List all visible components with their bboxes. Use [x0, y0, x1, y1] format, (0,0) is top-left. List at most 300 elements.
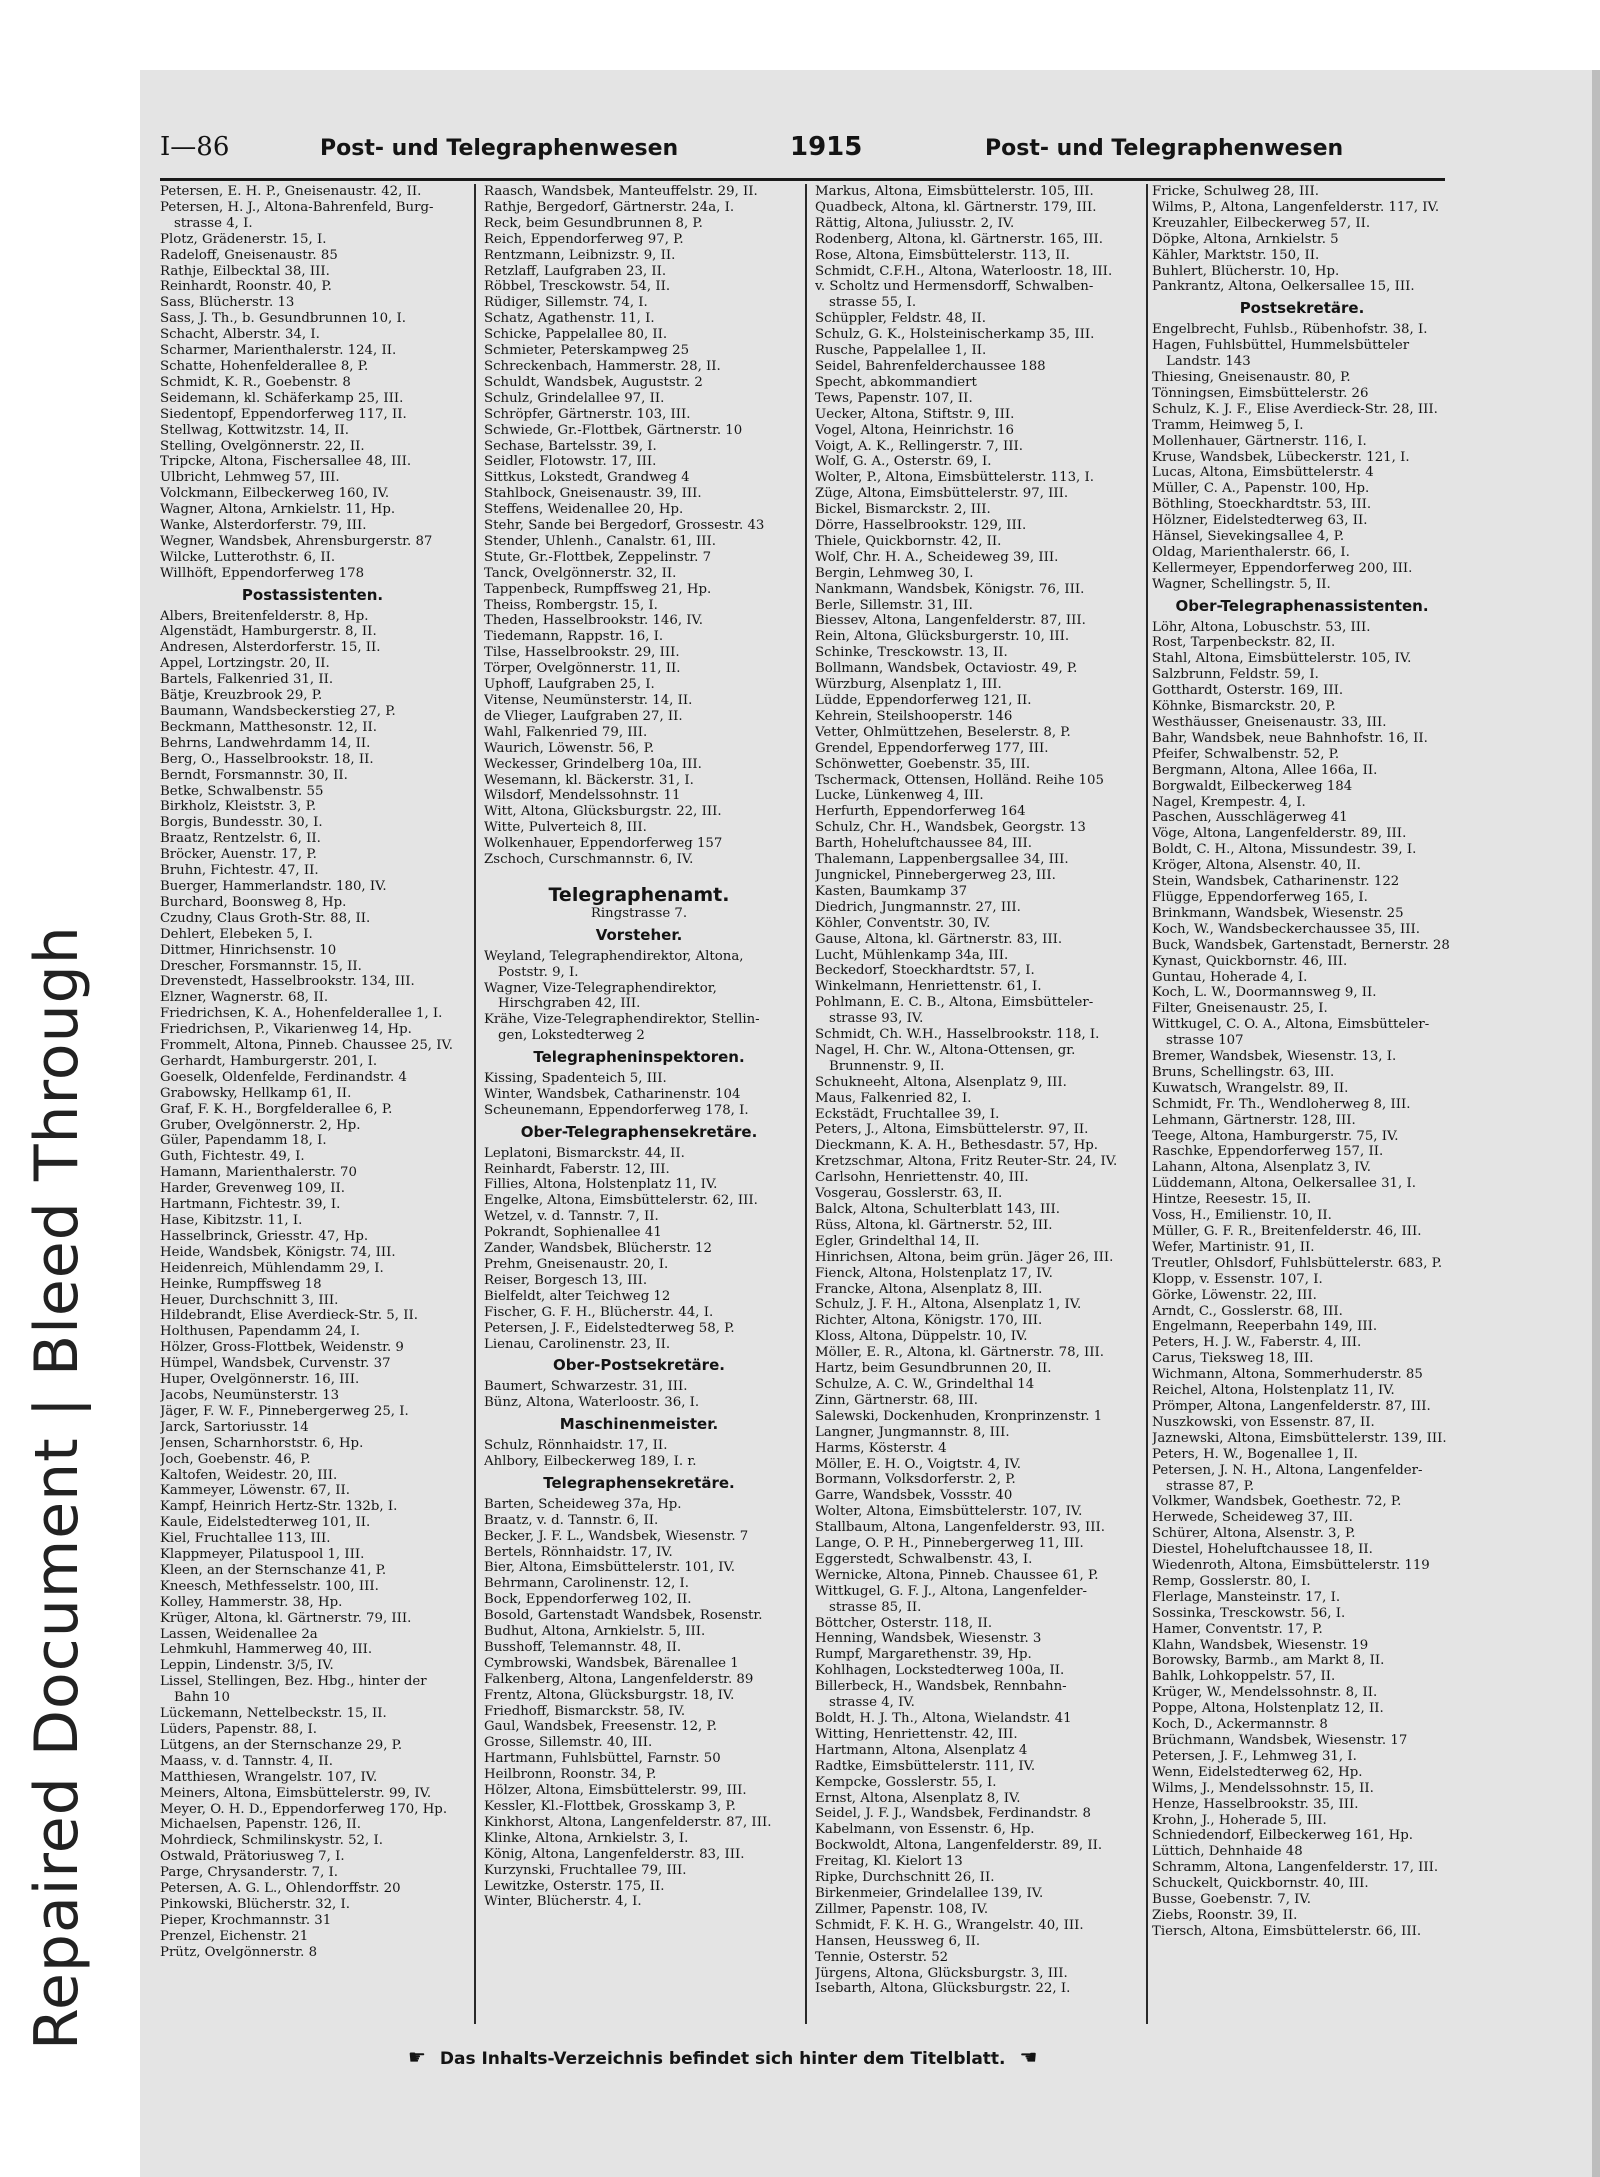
directory-entry: Lucht, Mühlenkamp 34a, III.: [815, 947, 1009, 963]
directory-entry: Parge, Chrysanderstr. 7, I.: [160, 1865, 339, 1881]
section-heading: Vorsteher.: [595, 925, 683, 944]
directory-entry: Köhnke, Bismarckstr. 20, P.: [1152, 699, 1336, 715]
page-number: I—86: [160, 132, 230, 162]
directory-entry: Lückemann, Nettelbeckstr. 15, II.: [160, 1706, 387, 1722]
directory-entry: Wolf, G. A., Osterstr. 69, I.: [815, 454, 992, 470]
directory-entry: de Vlieger, Laufgraben 27, II.: [484, 708, 683, 724]
directory-entry: Tanck, Övelgönnerstr. 32, II.: [484, 565, 677, 581]
directory-entry: Jensen, Scharnhorststr. 6, Hp.: [160, 1435, 364, 1451]
directory-entry: Brüchmann, Wandsbek, Wiesenstr. 17: [1152, 1733, 1408, 1748]
directory-entry: Böthling, Stoeckhardtstr. 53, III.: [1152, 497, 1372, 513]
directory-entry: Flerlage, Mansteinstr. 17, I.: [1152, 1589, 1341, 1605]
pointing-hand-icon: ☛: [408, 2045, 426, 2069]
directory-entry: Diestel, Hoheluftchaussee 18, II.: [1152, 1542, 1373, 1558]
directory-entry: Schmidt, K. R., Goebenstr. 8: [160, 374, 351, 390]
directory-entry: Petersen, A. G. L., Ohlendorffstr. 20: [160, 1881, 401, 1897]
directory-entry: Harms, Kösterstr. 4: [815, 1440, 947, 1456]
directory-entry: Bier, Altona, Eimsbüttelerstr. 101, IV.: [484, 1560, 735, 1576]
directory-entry: Prenzel, Eichenstr. 21: [160, 1928, 309, 1944]
directory-entry: Hartz, beim Gesundbrunnen 20, II.: [815, 1361, 1052, 1377]
directory-entry: Koch, W., Wandsbeckerchaussee 35, III.: [1152, 921, 1420, 937]
directory-entry: Hölzer, Gross-Flottbek, Weidenstr. 9: [160, 1340, 404, 1356]
directory-entry: Henze, Hasselbrookstr. 35, III.: [1152, 1796, 1359, 1812]
directory-entry: Frentz, Altona, Glücksburgstr. 18, IV.: [484, 1687, 735, 1703]
directory-entry: Thiesing, Gneisenaustr. 80, P.: [1152, 369, 1351, 385]
directory-entry: Schulz, J. F. H., Altona, Alsenplatz 1, IV.: [815, 1297, 1082, 1313]
directory-entry: Rüdiger, Sillemstr. 74, I.: [484, 295, 648, 311]
directory-entry: Michaelsen, Papenstr. 126, II.: [160, 1817, 361, 1833]
directory-entry: Möller, E. H. O., Voigtstr. 4, IV.: [815, 1456, 1022, 1472]
directory-entry: Stallbaum, Altona, Langenfelderstr. 93, III.: [815, 1520, 1106, 1536]
directory-entry: Albers, Breitenfelderstr. 8, Hp.: [160, 608, 369, 624]
directory-entry: Grendel, Eppendorferweg 177, III.: [815, 740, 1049, 756]
directory-entry: Prömper, Altona, Langenfelderstr. 87, III.: [1152, 1398, 1431, 1414]
directory-entry: Leppin, Lindenstr. 3/5, IV.: [160, 1658, 334, 1674]
directory-entry: Bahr, Wandsbek, neue Bahnhofstr. 16, II.: [1152, 730, 1428, 746]
directory-entry: Winkelmann, Henriettenstr. 61, I.: [815, 979, 1042, 995]
directory-entry: Rentzmann, Leibnizstr. 9, II.: [484, 247, 676, 263]
directory-entry: strasse 93, IV.: [829, 1011, 924, 1027]
directory-entry: Bätje, Kreuzbrook 29, P.: [160, 688, 323, 704]
column-4: [1152, 184, 1452, 1940]
page-header: [160, 132, 1445, 172]
directory-entry: Bruhn, Fichtestr. 47, II.: [160, 863, 319, 879]
directory-entry: Kempcke, Gosslerstr. 55, I.: [815, 1774, 997, 1790]
directory-entry: Hölzer, Altona, Eimsbüttelerstr. 99, III.: [484, 1783, 747, 1799]
directory-entry: Reinhardt, Roonstr. 40, P.: [160, 279, 332, 295]
directory-entry: Sittkus, Lokstedt, Grandweg 4: [484, 470, 690, 486]
directory-entry: Petersen, J. F., Eidelstedterweg 58, P.: [484, 1320, 735, 1336]
directory-entry: Schicke, Pappelallee 80, II.: [484, 327, 668, 343]
directory-entry: Witting, Henriettenstr. 42, III.: [815, 1726, 1018, 1742]
directory-entry: strasse 107: [1166, 1033, 1244, 1049]
directory-entry: Schönwetter, Goebenstr. 35, III.: [815, 756, 1031, 772]
directory-entry: Lissel, Stellingen, Bez. Hbg., hinter der: [160, 1674, 427, 1690]
directory-entry: Friedrichsen, K. A., Hohenfelderallee 1, I.: [160, 1006, 443, 1022]
directory-entry: Bruns, Schellingstr. 63, III.: [1152, 1064, 1335, 1080]
directory-entry: Drescher, Forsmannstr. 15, II.: [160, 958, 362, 974]
side-stamp: [0, 0, 92, 2177]
directory-entry: Schulz, K. J. F., Elise Averdieck-Str. 28, III.: [1152, 401, 1438, 417]
directory-entry: Ostwald, Prätoriusweg 7, I.: [160, 1849, 345, 1865]
directory-entry: Witte, Pulverteich 8, III.: [484, 820, 647, 836]
directory-entry: Hagen, Fuhlsbüttel, Hummelsbütteler: [1152, 338, 1410, 354]
directory-entry: Züge, Altona, Eimsbüttelerstr. 97, III.: [815, 486, 1069, 502]
column-2: [484, 184, 794, 1910]
directory-entry: Jungnickel, Pinnebergerweg 23, III.: [815, 867, 1056, 883]
directory-entry: Schinke, Tresckowstr. 13, II.: [815, 645, 1008, 661]
directory-entry: Lüders, Papenstr. 88, I.: [160, 1722, 317, 1737]
directory-entry: Wetzel, v. d. Tannstr. 7, II.: [484, 1209, 659, 1225]
directory-entry: Hamer, Conventstr. 17, P.: [1152, 1621, 1323, 1637]
directory-entry: Markus, Altona, Eimsbüttelerstr. 105, III.: [815, 184, 1094, 199]
directory-entry: Hartmann, Altona, Alsenplatz 4: [815, 1742, 1028, 1758]
directory-entry: Peters, H. J. W., Faberstr. 4, III.: [1152, 1335, 1362, 1351]
directory-entry: Seidel, Bahrenfelderchaussee 188: [815, 358, 1046, 374]
column-3: [815, 184, 1143, 1997]
directory-entry: Volkmer, Wandsbek, Goethestr. 72, P.: [1152, 1494, 1402, 1510]
directory-entry: Vogel, Altona, Heinrichstr. 16: [815, 422, 1014, 438]
directory-entry: Heidenreich, Mühlendamm 29, I.: [160, 1260, 384, 1276]
directory-entry: Sossinka, Tresckowstr. 56, I.: [1152, 1605, 1346, 1621]
directory-entry: Fillies, Altona, Holstenplatz 11, IV.: [484, 1177, 718, 1193]
directory-entry: Lüddemann, Altona, Oelkersallee 31, I.: [1152, 1176, 1416, 1192]
directory-entry: Sechase, Bartelsstr. 39, I.: [484, 438, 657, 454]
header-title-right: Post- und Telegraphenwesen: [985, 136, 1344, 161]
directory-entry: Witt, Altona, Glücksburgstr. 22, III.: [484, 804, 722, 820]
directory-entry: Stute, Gr.-Flottbek, Zeppelinstr. 7: [484, 549, 712, 565]
directory-entry: Petersen, J. F., Lehmweg 31, I.: [1152, 1748, 1357, 1764]
directory-entry: Schulz, Rönnhaidstr. 17, II.: [484, 1438, 668, 1454]
directory-entry: Wahl, Falkenried 79, III.: [484, 724, 648, 740]
directory-entry: Reichel, Altona, Holstenplatz 11, IV.: [1152, 1383, 1395, 1399]
directory-entry: Busshoff, Telemannstr. 48, II.: [484, 1639, 682, 1655]
directory-entry: Meyer, O. H. D., Eppendorferweg 170, Hp.: [160, 1801, 448, 1817]
directory-entry: Friedhoff, Bismarckstr. 58, IV.: [484, 1703, 686, 1719]
section-heading: Ober-Telegraphenassistenten.: [1175, 596, 1429, 615]
directory-entry: Wilms, J., Mendelssohnstr. 15, II.: [1152, 1780, 1374, 1796]
directory-entry: Tilse, Hasselbrookstr. 29, III.: [484, 645, 680, 661]
directory-entry: Dittmer, Hinrichsenstr. 10: [160, 942, 337, 958]
directory-entry: Langner, Jungmannstr. 8, III.: [815, 1424, 1010, 1440]
directory-entry: Wolkenhauer, Eppendorferweg 157: [484, 836, 723, 852]
directory-entry: Klappmeyer, Pilatuspool 1, III.: [160, 1547, 365, 1563]
section-heading: Telegraphenamt.: [548, 883, 730, 906]
directory-entry: v. Scholtz und Hermensdorff, Schwalben-: [815, 279, 1094, 295]
directory-entry: Hirschgraben 42, III.: [498, 996, 641, 1012]
directory-entry: Petersen, H. J., Altona-Bahrenfeld, Burg-: [160, 199, 434, 215]
directory-entry: Kolley, Hammerstr. 38, Hp.: [160, 1594, 343, 1610]
directory-entry: Bahn 10: [174, 1690, 230, 1706]
directory-entry: Lehmann, Gärtnerstr. 128, III.: [1152, 1112, 1356, 1128]
directory-entry: Hartmann, Fuhlsbüttel, Farnstr. 50: [484, 1751, 721, 1767]
directory-entry: Maass, v. d. Tannstr. 4, II.: [160, 1753, 333, 1769]
directory-entry: Görke, Löwenstr. 22, III.: [1152, 1287, 1317, 1303]
directory-entry: Petersen, J. N. H., Altona, Langenfelder-: [1152, 1462, 1423, 1478]
directory-entry: Zschoch, Curschmannstr. 6, IV.: [484, 852, 694, 868]
directory-entry: Wichmann, Altona, Sommerhuderstr. 85: [1152, 1367, 1423, 1383]
directory-entry: Wilsdorf, Mendelssohnstr. 11: [484, 788, 681, 804]
directory-entry: Salzbrunn, Feldstr. 59, I.: [1152, 667, 1319, 683]
directory-entry: Nankmann, Wandsbek, Königstr. 76, III.: [815, 581, 1085, 597]
directory-entry: Hildebrandt, Elise Averdieck-Str. 5, II.: [160, 1308, 418, 1324]
directory-entry: Rusche, Pappelallee 1, II.: [815, 343, 987, 359]
directory-entry: Leplatoni, Bismarckstr. 44, II.: [484, 1145, 685, 1161]
directory-entry: Lüttich, Dehnhaide 48: [1152, 1844, 1303, 1860]
directory-entry: Francke, Altona, Alsenplatz 8, III.: [815, 1281, 1043, 1297]
directory-entry: Voigt, A. K., Rellingerstr. 7, III.: [815, 438, 1023, 454]
directory-entry: Bünz, Altona, Waterloostr. 36, I.: [484, 1395, 700, 1411]
directory-entry: Mohrdieck, Schmilinskystr. 52, I.: [160, 1833, 383, 1849]
directory-entry: Meiners, Altona, Eimsbüttelerstr. 99, IV.: [160, 1785, 432, 1801]
directory-entry: Berg, O., Hasselbrookstr. 18, II.: [160, 751, 374, 767]
directory-entry: Theden, Hasselbrookstr. 146, IV.: [484, 613, 704, 629]
directory-entry: Kellermeyer, Eppendorferweg 200, III.: [1152, 560, 1413, 576]
directory-entry: Schuldt, Wandsbek, Auguststr. 2: [484, 374, 703, 390]
directory-entry: Schüppler, Feldstr. 48, II.: [815, 311, 986, 327]
directory-entry: Kabelmann, von Essenstr. 6, Hp.: [815, 1822, 1035, 1838]
directory-entry: Schreckenbach, Hammerstr. 28, II.: [484, 358, 721, 374]
section-heading: Telegrapheninspektoren.: [533, 1048, 745, 1067]
directory-entry: Tiersch, Altona, Eimsbüttelerstr. 66, III.: [1152, 1923, 1422, 1939]
directory-entry: Zillmer, Papenstr. 108, IV.: [815, 1901, 989, 1917]
directory-entry: Fricke, Schulweg 28, III.: [1152, 184, 1319, 199]
directory-entry: Stein, Wandsbek, Catharinenstr. 122: [1152, 874, 1400, 890]
directory-entry: Becker, J. F. L., Wandsbek, Wiesenstr. 7: [484, 1528, 749, 1544]
directory-entry: Kurzynski, Fruchtallee 79, III.: [484, 1862, 687, 1878]
directory-entry: Klahn, Wandsbek, Wiesenstr. 19: [1152, 1637, 1369, 1653]
directory-entry: Löhr, Altona, Lobuschstr. 53, III.: [1152, 619, 1371, 635]
directory-entry: Kreuzahler, Eilbeckerweg 57, II.: [1152, 215, 1371, 231]
directory-entry: Uphoff, Laufgraben 25, I.: [484, 677, 655, 693]
directory-entry: Pokrandt, Sophienallee 41: [484, 1225, 662, 1241]
directory-entry: Sass, Blücherstr. 13: [160, 295, 295, 311]
footer-note: Das Inhalts-Verzeichnis befindet sich hinter dem Titelblatt.: [439, 2049, 1006, 2069]
directory-entry: König, Altona, Langenfelderstr. 83, III.: [484, 1846, 745, 1862]
directory-entry: Fienck, Altona, Holstenplatz 17, IV.: [815, 1265, 1053, 1281]
directory-entry: Lange, O. P. H., Pinnebergerweg 11, III.: [815, 1536, 1084, 1552]
directory-entry: Wesemann, kl. Bäckerstr. 31, I.: [484, 772, 694, 788]
directory-entry: strasse 4, I.: [174, 215, 253, 231]
directory-entry: Hansen, Heussweg 6, II.: [815, 1933, 981, 1949]
directory-entry: Lucke, Lünkenweg 4, III.: [815, 788, 984, 804]
directory-entry: Eggerstedt, Schwalbenstr. 43, I.: [815, 1551, 1033, 1567]
directory-entry: Drevenstedt, Hasselbrookstr. 134, III.: [160, 974, 415, 990]
directory-entry: Koch, D., Ackermannstr. 8: [1152, 1717, 1328, 1733]
directory-entry: Boldt, H. J. Th., Altona, Wielandstr. 41: [815, 1711, 1072, 1726]
directory-entry: Hänsel, Sievekingsallee 4, P.: [1152, 529, 1345, 545]
directory-entry: Köhler, Conventstr. 30, IV.: [815, 915, 991, 931]
directory-entry: Heilbronn, Roonstr. 34, P.: [484, 1767, 657, 1783]
directory-entry: Gruber, Övelgönnerstr. 2, Hp.: [160, 1117, 361, 1133]
directory-entry: Wagner, Altona, Arnkielstr. 11, Hp.: [160, 502, 396, 518]
directory-entry: Wolter, Altona, Eimsbüttelerstr. 107, IV.: [815, 1504, 1083, 1520]
section-heading: Postsekretäre.: [1239, 299, 1365, 318]
directory-entry: Guntau, Hoherade 4, I.: [1152, 969, 1308, 985]
directory-entry: Treutler, Ohlsdorf, Fuhlsbüttelerstr. 683, P.: [1152, 1255, 1443, 1271]
directory-entry: Schulz, G. K., Holsteinischerkamp 35, III.: [815, 327, 1095, 343]
directory-entry: Schmidt, Ch. W.H., Hasselbrookstr. 118, I.: [815, 1027, 1100, 1043]
directory-entry: Koch, L. W., Doormannsweg 9, II.: [1152, 985, 1377, 1001]
directory-entry: Dieckmann, K. A. H., Bethesdastr. 57, Hp.: [815, 1138, 1099, 1154]
column-divider: [1146, 184, 1148, 2024]
directory-entry: Dörre, Hasselbrookstr. 129, III.: [815, 518, 1027, 534]
directory-entry: Kaltofen, Weidestr. 20, III.: [160, 1467, 338, 1483]
directory-entry: Paschen, Ausschlägerweg 41: [1152, 810, 1348, 826]
page-edge: [1592, 70, 1600, 2177]
directory-entry: Richter, Altona, Königstr. 170, III.: [815, 1313, 1043, 1329]
directory-entry: Schulze, A. C. W., Grindelthal 14: [815, 1376, 1035, 1392]
section-heading: Maschinenmeister.: [559, 1415, 719, 1434]
directory-entry: Flügge, Eppendorferweg 165, I.: [1152, 889, 1368, 905]
directory-entry: Pinkowski, Blücherstr. 32, I.: [160, 1896, 350, 1912]
directory-entry: Winter, Wandsbek, Catharinenstr. 104: [484, 1086, 741, 1102]
directory-entry: Hinrichsen, Altona, beim grün. Jäger 26, III.: [815, 1249, 1114, 1265]
directory-entry: Kynast, Quickbornstr. 46, III.: [1152, 953, 1348, 969]
directory-entry: Ulbricht, Lehmweg 57, III.: [160, 470, 340, 486]
directory-entry: Schwiede, Gr.-Flottbek, Gärtnerstr. 10: [484, 422, 743, 438]
directory-entry: Budhut, Altona, Arnkielstr. 5, III.: [484, 1624, 706, 1640]
directory-entry: Reinhardt, Faberstr. 12, III.: [484, 1161, 670, 1177]
directory-entry: Krohn, J., Hoherade 5, III.: [1152, 1812, 1327, 1828]
directory-entry: Teege, Altona, Hamburgerstr. 75, IV.: [1152, 1128, 1399, 1144]
directory-entry: Wagner, Schellingstr. 5, II.: [1152, 576, 1331, 592]
directory-entry: Kehrein, Steilshooperstr. 146: [815, 708, 1013, 724]
directory-entry: Schulz, Grindelallee 97, II.: [484, 390, 665, 406]
directory-entry: Vetter, Ohlmüttzehen, Beselerstr. 8, P.: [815, 724, 1071, 740]
directory-entry: Garre, Wandsbek, Vossstr. 40: [815, 1488, 1013, 1504]
directory-entry: Zander, Wandsbek, Blücherstr. 12: [484, 1241, 712, 1257]
directory-entry: Wegner, Wandsbek, Ahrensburgerstr. 87: [160, 533, 433, 549]
directory-entry: Heinke, Rumpffsweg 18: [160, 1276, 322, 1292]
directory-entry: Wolf, Chr. H. A., Scheideweg 39, III.: [815, 549, 1059, 565]
directory-entry: Beckmann, Matthesonstr. 12, II.: [160, 719, 377, 735]
section-heading: Telegraphensekretäre.: [543, 1473, 735, 1492]
directory-entry: Bockwoldt, Altona, Langenfelderstr. 89, II.: [815, 1838, 1103, 1854]
header-year: 1915: [790, 132, 863, 162]
directory-entry: Appel, Lortzingstr. 20, II.: [160, 656, 330, 672]
directory-entry: Busse, Goebenstr. 7, IV.: [1152, 1892, 1311, 1908]
directory-entry: Carlsohn, Henriettenstr. 40, III.: [815, 1170, 1029, 1186]
directory-entry: Bertels, Rönnhaidstr. 17, IV.: [484, 1544, 673, 1560]
directory-entry: Röbbel, Tresckowstr. 54, II.: [484, 279, 671, 295]
directory-entry: Billerbeck, H., Wandsbek, Rennbahn-: [815, 1679, 1067, 1695]
directory-entry: Hasselbrinck, Griesstr. 47, Hp.: [160, 1228, 369, 1244]
directory-entry: Buck, Wandsbek, Gartenstadt, Bernerstr. 28: [1152, 937, 1450, 953]
directory-entry: Carus, Tieksweg 18, III.: [1152, 1351, 1314, 1367]
directory-entry: Engelke, Altona, Eimsbüttelerstr. 62, III.: [484, 1193, 758, 1209]
directory-entry: Schmidt, C.F.H., Altona, Waterloostr. 18, III.: [815, 263, 1113, 279]
directory-entry: Oldag, Marienthalerstr. 66, I.: [1152, 544, 1350, 560]
directory-entry: Hase, Kibitzstr. 11, I.: [160, 1213, 303, 1228]
directory-entry: Schröpfer, Gärtnerstr. 103, III.: [484, 406, 691, 422]
directory-entry: Czudny, Claus Groth-Str. 88, II.: [160, 910, 371, 926]
directory-entry: Cymbrowski, Wandsbek, Bärenallee 1: [484, 1655, 739, 1671]
directory-entry: Baumann, Wandsbeckerstieg 27, P.: [160, 704, 396, 719]
directory-entry: Huper, Övelgönnerstr. 16, III.: [160, 1372, 360, 1388]
directory-entry: Baumert, Schwarzestr. 31, III.: [484, 1379, 688, 1395]
directory-entry: Siedentopf, Eppendorferweg 117, II.: [160, 406, 407, 422]
directory-entry: Gaul, Wandsbek, Freesenstr. 12, P.: [484, 1719, 717, 1735]
directory-entry: Prütz, Övelgönnerstr. 8: [160, 1944, 318, 1960]
directory-entry: Bergin, Lehmweg 30, I.: [815, 565, 974, 581]
directory-entry: Weckesser, Grindelberg 10a, III.: [484, 756, 702, 772]
directory-entry: Zinn, Gärtnerstr. 68, III.: [815, 1392, 978, 1408]
directory-entry: Peters, H. W., Bogenallee 1, II.: [1152, 1446, 1358, 1462]
directory-entry: Möller, E. R., Altona, kl. Gärtnerstr. 78, III.: [815, 1345, 1105, 1361]
directory-entry: Hümpel, Wandsbek, Curvenstr. 37: [160, 1356, 391, 1372]
directory-entry: Specht, abkommandiert: [815, 374, 977, 390]
directory-entry: Rathje, Bergedorf, Gärtnerstr. 24a, I.: [484, 199, 735, 215]
directory-entry: Freitag, Kl. Kielort 13: [815, 1854, 963, 1870]
directory-entry: Radeloff, Gneisenaustr. 85: [160, 247, 338, 263]
directory-entry: Wittkugel, C. O. A., Altona, Eimsbütteler-: [1152, 1017, 1430, 1033]
directory-entry: Schniedendorf, Eilbeckerweg 161, Hp.: [1152, 1828, 1414, 1844]
directory-entry: Steffens, Weidenallee 20, Hp.: [484, 502, 684, 518]
directory-entry: Kretzschmar, Altona, Fritz Reuter-Str. 24, IV.: [815, 1154, 1118, 1170]
directory-entry: Kasten, Baumkamp 37: [815, 883, 968, 899]
directory-entry: Bergmann, Altona, Allee 166a, II.: [1152, 762, 1378, 778]
directory-entry: Landstr. 143: [1166, 354, 1251, 370]
section-heading: Postassistenten.: [241, 585, 384, 604]
directory-entry: Bielfeldt, alter Teichweg 12: [484, 1288, 671, 1304]
directory-entry: Wolter, P., Altona, Eimsbüttelerstr. 113, I.: [815, 470, 1094, 486]
directory-entry: strasse 55, I.: [829, 295, 917, 311]
directory-entry: gen, Lokstedterweg 2: [498, 1028, 645, 1044]
directory-entry: Wernicke, Altona, Pinneb. Chaussee 61, P.: [815, 1567, 1099, 1583]
directory-entry: Klinke, Altona, Arnkielstr. 3, I.: [484, 1830, 689, 1846]
directory-entry: Bahlk, Lohkoppelstr. 57, II.: [1152, 1669, 1336, 1685]
directory-entry: Lienau, Carolinenstr. 23, II.: [484, 1336, 671, 1352]
directory-entry: Frommelt, Altona, Pinneb. Chaussee 25, IV.: [160, 1038, 454, 1054]
directory-entry: Braatz, v. d. Tannstr. 6, II.: [484, 1512, 659, 1528]
directory-entry: Lassen, Weidenallee 2a: [160, 1626, 318, 1642]
directory-entry: Seidel, J. F. J., Wandsbek, Ferdinandstr. 8: [815, 1806, 1091, 1822]
directory-entry: Schmidt, Fr. Th., Wendloherweg 8, III.: [1152, 1096, 1411, 1112]
directory-entry: Barth, Hoheluftchaussee 84, III.: [815, 836, 1033, 852]
directory-entry: Biessev, Altona, Langenfelderstr. 87, III.: [815, 613, 1086, 629]
page-footer: [400, 2045, 1045, 2069]
directory-entry: Kloss, Altona, Düppelstr. 10, IV.: [815, 1329, 1028, 1345]
directory-entry: Kessler, Kl.-Flottbek, Grosskamp 3, P.: [484, 1799, 736, 1814]
directory-entry: Brinkmann, Wandsbek, Wiesenstr. 25: [1152, 905, 1404, 921]
directory-entry: Brunnenstr. 9, II.: [829, 1058, 945, 1074]
directory-entry: Schulz, Chr. H., Wandsbek, Georgstr. 13: [815, 820, 1086, 836]
directory-entry: Lüdde, Eppendorferweg 121, II.: [815, 693, 1032, 708]
directory-entry: Friedrichsen, P., Vikarienweg 14, Hp.: [160, 1022, 412, 1038]
directory-entry: Algenstädt, Hamburgerstr. 8, II.: [160, 624, 377, 640]
directory-entry: Bickel, Bismarckstr. 2, III.: [815, 502, 991, 518]
directory-entry: Ernst, Altona, Alsenplatz 8, IV.: [815, 1790, 1021, 1806]
directory-entry: Birkenmeier, Grindelallee 139, IV.: [815, 1885, 1044, 1901]
directory-entry: Jaznewski, Altona, Eimsbüttelerstr. 139, III.: [1152, 1430, 1447, 1446]
directory-entry: Kleen, an der Sternschanze 41, P.: [160, 1562, 387, 1578]
directory-entry: Arndt, C., Gosslerstr. 68, III.: [1152, 1303, 1343, 1319]
directory-entry: Hintze, Reesestr. 15, II.: [1152, 1192, 1312, 1208]
directory-entry: Kaule, Eidelstedterweg 101, II.: [160, 1515, 371, 1531]
directory-entry: Radtke, Eimsbüttelerstr. 111, IV.: [815, 1758, 1036, 1774]
directory-entry: Pieper, Krochmannstr. 31: [160, 1912, 332, 1928]
directory-entry: Boldt, C. H., Altona, Missundestr. 39, I.: [1152, 842, 1417, 858]
directory-entry: Guth, Fichtestr. 49, I.: [160, 1149, 305, 1165]
directory-entry: Peters, J., Altona, Eimsbüttelerstr. 97, II.: [815, 1122, 1089, 1138]
directory-entry: Matthiesen, Wrangelstr. 107, IV.: [160, 1769, 378, 1785]
directory-entry: Scheunemann, Eppendorferweg 178, I.: [484, 1102, 749, 1118]
directory-entry: Falkenberg, Altona, Langenfelderstr. 89: [484, 1671, 754, 1687]
column-1: [160, 184, 465, 1961]
directory-entry: Kähler, Marktstr. 150, II.: [1152, 247, 1320, 263]
directory-entry: Lütgens, an der Sternschanze 29, P.: [160, 1737, 403, 1753]
directory-entry: Tönningsen, Eimsbüttelerstr. 26: [1152, 385, 1369, 401]
column-divider: [474, 184, 476, 2024]
directory-entry: Kohlhagen, Lockstedterweg 100a, II.: [815, 1663, 1065, 1679]
directory-entry: Rathje, Eilbecktal 38, III.: [160, 263, 330, 279]
directory-entry: Kampf, Heinrich Hertz-Str. 132b, I.: [160, 1499, 398, 1515]
directory-entry: Stehr, Sande bei Bergedorf, Grossestr. 43: [484, 518, 765, 534]
directory-entry: Wenn, Eidelstedterweg 62, Hp.: [1152, 1764, 1363, 1780]
directory-entry: Schacht, Alberstr. 34, I.: [160, 327, 320, 343]
directory-entry: Berndt, Forsmannstr. 30, II.: [160, 767, 348, 783]
directory-entry: Reiser, Borgesch 13, III.: [484, 1272, 648, 1288]
directory-entry: Remp, Gosslerstr. 80, I.: [1152, 1573, 1311, 1589]
directory-entry: Krähe, Vize-Telegraphendirektor, Stellin-: [484, 1012, 760, 1028]
directory-entry: Rumpf, Margarethenstr. 39, Hp.: [815, 1647, 1032, 1663]
directory-entry: Vitense, Neumünsterstr. 14, II.: [484, 693, 693, 708]
directory-entry: Gause, Altona, kl. Gärtnerstr. 83, III.: [815, 931, 1063, 947]
directory-entry: Bröcker, Auenstr. 17, P.: [160, 847, 317, 863]
directory-entry: Goeselk, Oldenfelde, Ferdinandstr. 4: [160, 1069, 407, 1085]
directory-entry: Nagel, Krempestr. 4, I.: [1152, 794, 1306, 810]
